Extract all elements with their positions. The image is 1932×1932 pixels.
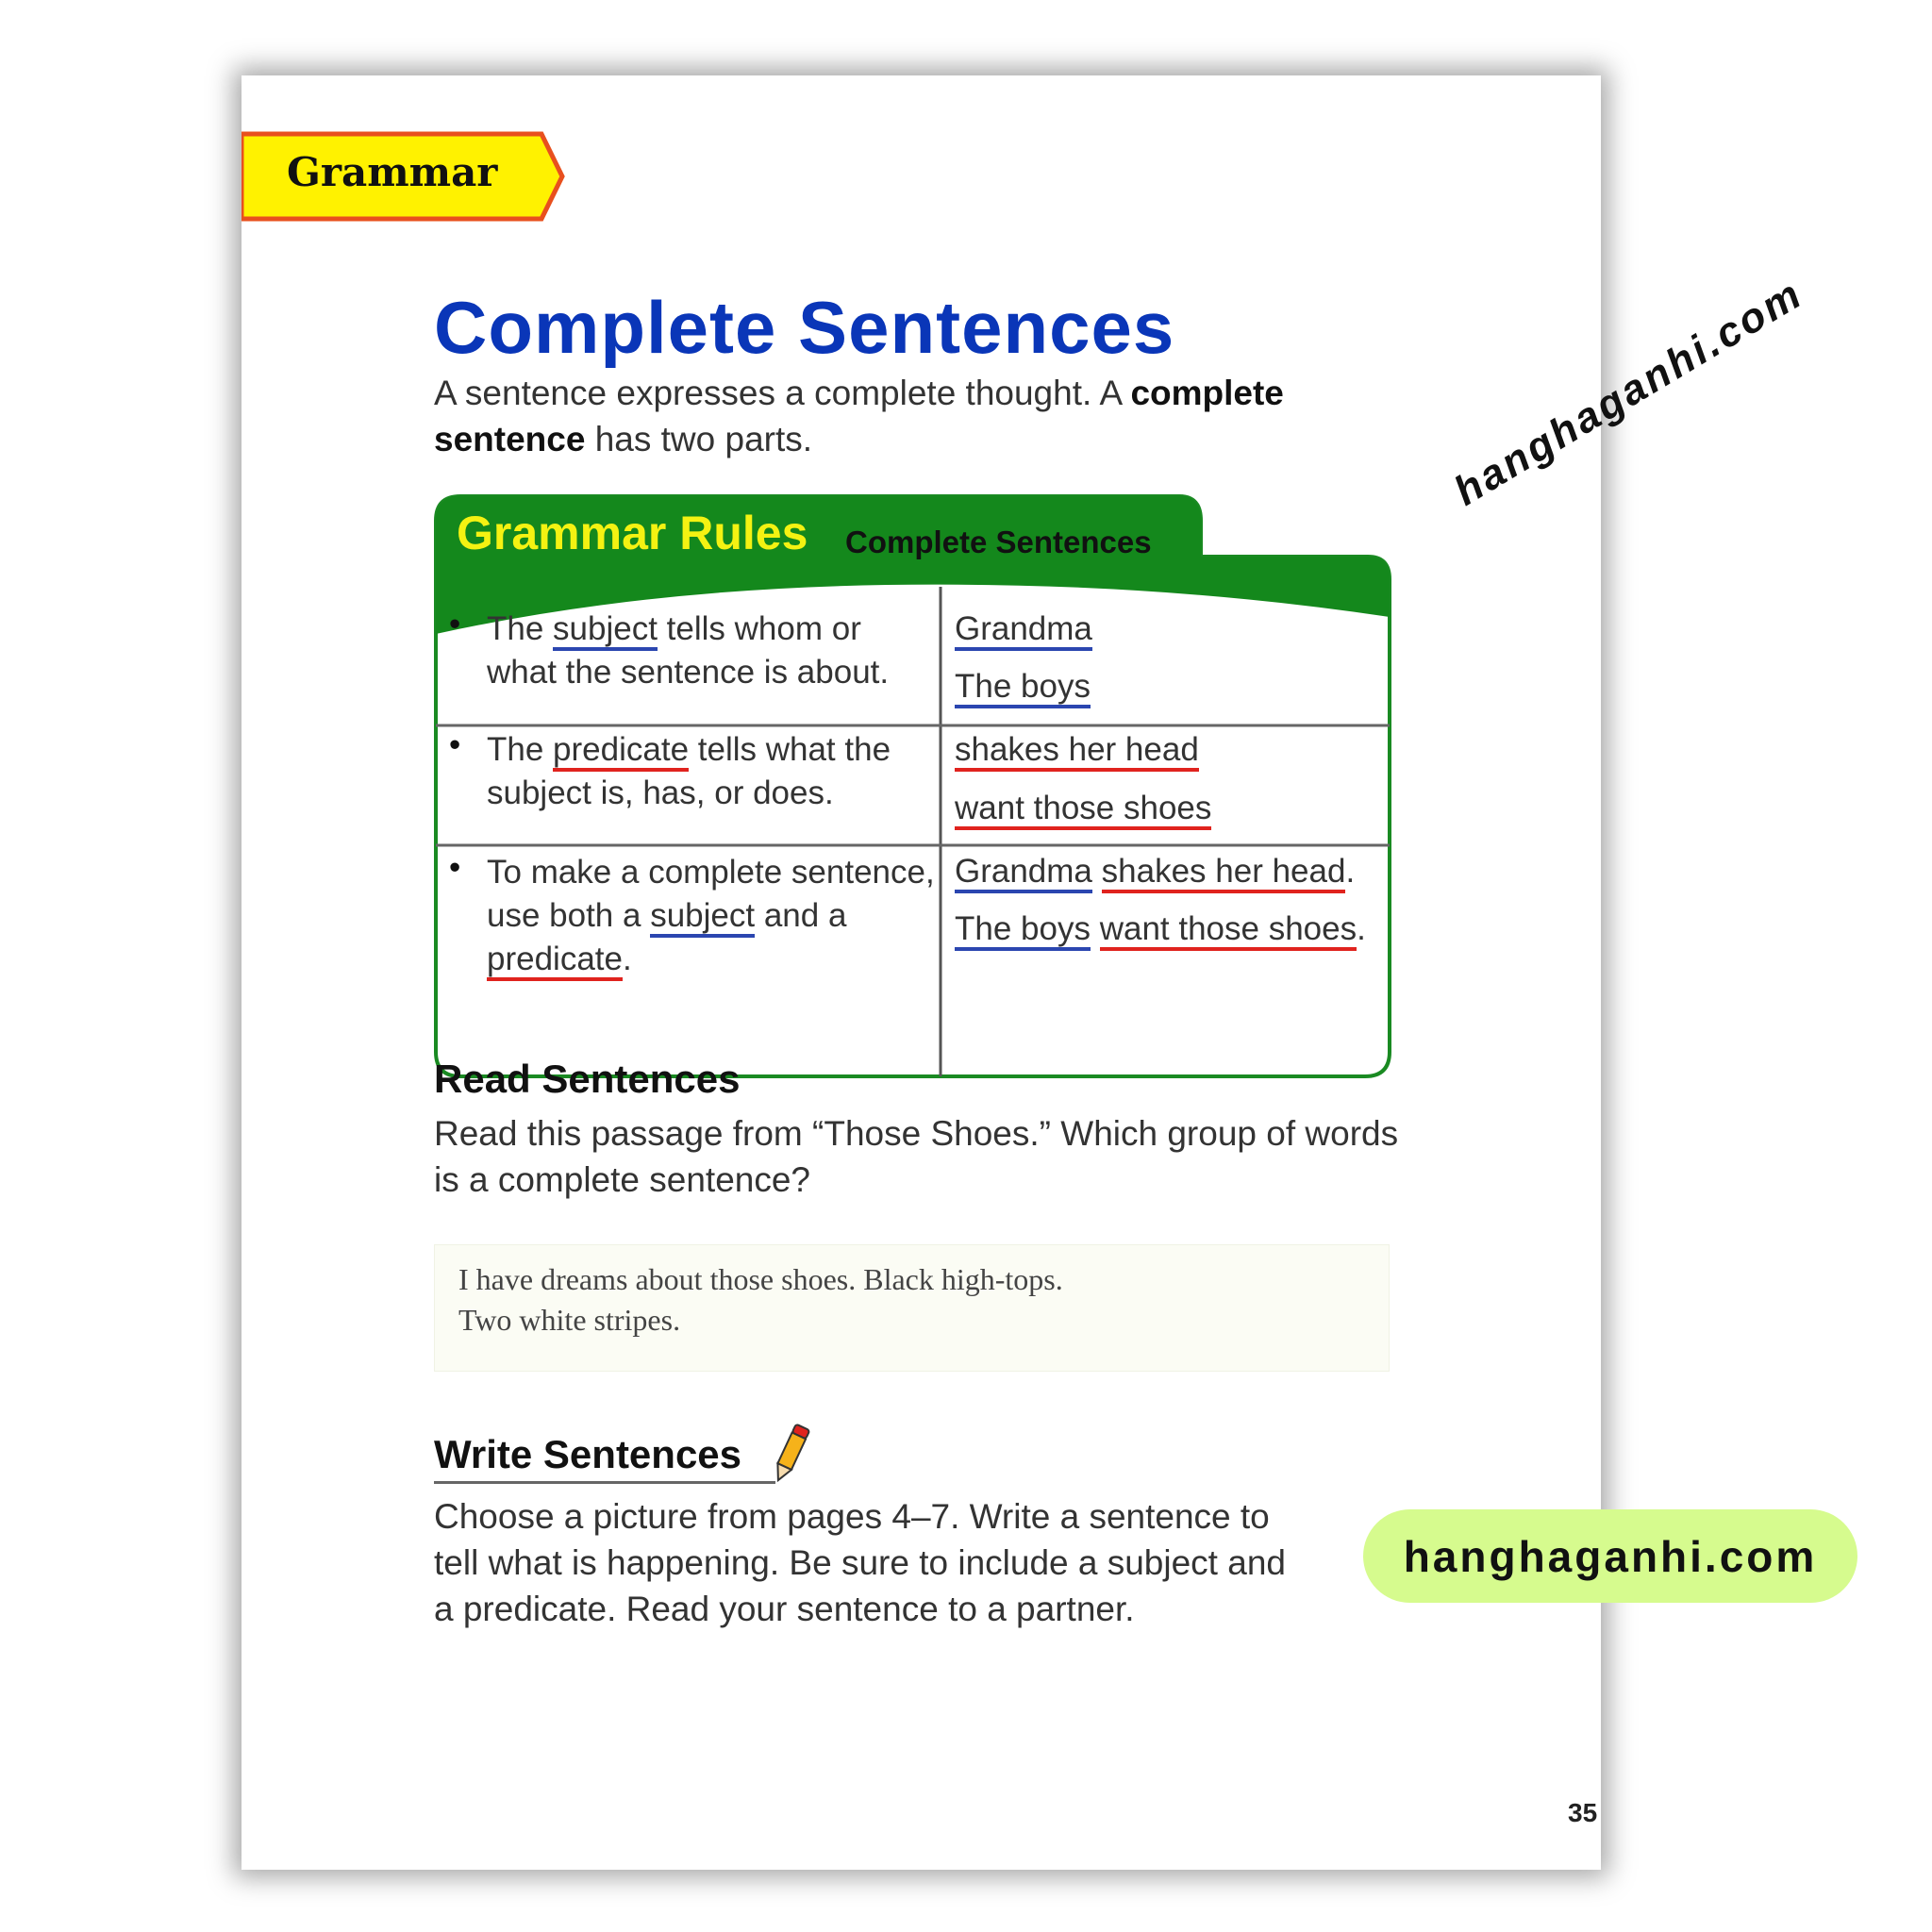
- intro-text-end: has two parts.: [585, 420, 813, 458]
- example-subject: The boys: [955, 668, 1091, 706]
- page-number: 35: [1568, 1798, 1598, 1827]
- bullet-icon: •: [449, 726, 461, 763]
- intro-text: A sentence expresses a complete thought. A: [434, 374, 1131, 412]
- write-sentences-prompt: Choose a picture from pages 4–7. Write a sentence to tell what is happening. Be sure to include a subject and a predicate. Read your sentence to a partner.: [434, 1497, 1286, 1628]
- rule-subject: The subject tells whom or what the sentence is about.: [487, 610, 890, 691]
- rules-box-subtitle: Complete Sentences: [845, 525, 1152, 559]
- intro-paragraph: [434, 370, 1302, 462]
- example-sentence: The boys want those shoes.: [955, 910, 1366, 948]
- site-badge: hanghaganhi.com: [1363, 1509, 1857, 1603]
- example-predicate: want those shoes: [955, 790, 1211, 827]
- rule-complete-sentence: To make a complete sentence, use both a subject and a predicate.: [487, 851, 940, 981]
- write-sentences-heading: Write Sentences: [434, 1432, 775, 1484]
- intro-bold-term: complete sentence: [434, 374, 1284, 458]
- pencil-icon: [768, 1423, 813, 1485]
- passage-line: I have dreams about those shoes. Black high-tops.: [458, 1262, 1063, 1296]
- passage-text: [458, 1259, 1063, 1341]
- bullet-icon: •: [449, 849, 461, 886]
- passage-line: Two white stripes.: [458, 1303, 681, 1337]
- read-sentences-prompt: Read this passage from “Those Shoes.” Which group of words is a complete sentence?: [434, 1114, 1399, 1199]
- read-sentences-heading: Read Sentences: [434, 1057, 741, 1101]
- rule-predicate: The predicate tells what the subject is, has, or does.: [487, 731, 891, 811]
- example-sentence: Grandma shakes her head.: [955, 853, 1355, 891]
- page-title: Complete Sentences: [434, 286, 1175, 369]
- bullet-icon: •: [449, 606, 461, 642]
- watermark-text: hanghaganhi.com: [1446, 270, 1811, 515]
- section-tag: Grammar: [287, 149, 498, 195]
- example-predicate: shakes her head: [955, 731, 1199, 769]
- example-subject: Grandma: [955, 610, 1092, 648]
- rules-box-title: Grammar Rules: [457, 507, 808, 559]
